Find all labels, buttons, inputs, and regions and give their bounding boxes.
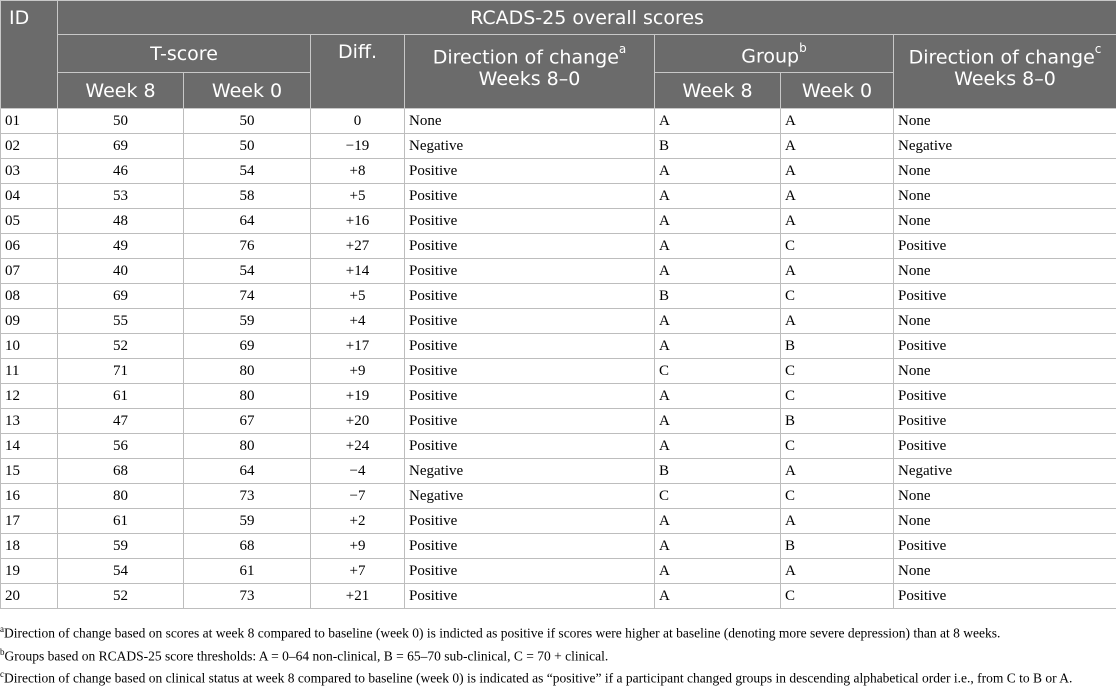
cell-tscore-week8: 54 (58, 559, 184, 584)
cell-direction-group: None (894, 559, 1116, 584)
cell-id: 19 (1, 559, 58, 584)
cell-tscore-week8: 61 (58, 384, 184, 409)
cell-id: 06 (1, 234, 58, 259)
cell-group-week8: A (655, 109, 781, 134)
cell-id: 03 (1, 159, 58, 184)
cell-direction-score: Negative (405, 484, 655, 509)
cell-tscore-week0: 64 (184, 209, 311, 234)
cell-tscore-week8: 52 (58, 584, 184, 609)
cell-id: 05 (1, 209, 58, 234)
cell-tscore-week8: 61 (58, 509, 184, 534)
cell-group-week8: A (655, 309, 781, 334)
table-row (1, 534, 1116, 559)
group-header (655, 35, 894, 73)
table-row (1, 209, 1116, 234)
cell-tscore-week0: 54 (184, 259, 311, 284)
cell-group-week0: A (781, 459, 894, 484)
cell-direction-group: Positive (894, 234, 1116, 259)
cell-direction-group: None (894, 509, 1116, 534)
footnotes (0, 620, 1114, 688)
cell-group-week8: A (655, 509, 781, 534)
cell-id: 07 (1, 259, 58, 284)
cell-group-week8: A (655, 209, 781, 234)
cell-diff: +2 (311, 509, 405, 534)
cell-group-week0: A (781, 209, 894, 234)
table-row (1, 184, 1116, 209)
cell-id: 12 (1, 384, 58, 409)
cell-tscore-week8: 53 (58, 184, 184, 209)
cell-group-week0: A (781, 559, 894, 584)
cell-diff: −19 (311, 134, 405, 159)
cell-direction-group: Positive (894, 584, 1116, 609)
cell-direction-score: Negative (405, 134, 655, 159)
cell-direction-score: Positive (405, 309, 655, 334)
table-row (1, 484, 1116, 509)
footnote-mark-b: b (799, 40, 807, 55)
cell-group-week8: C (655, 359, 781, 384)
cell-tscore-week8: 48 (58, 209, 184, 234)
cell-id: 13 (1, 409, 58, 434)
footnote-text: Groups based on RCADS-25 score thresholds: A = 0–64 non-clinical, B = 65–70 sub-clinical, C = 70 + clinical. (4, 648, 609, 663)
cell-tscore-week8: 69 (58, 284, 184, 309)
cell-direction-score: Positive (405, 434, 655, 459)
id-header: ID (1, 1, 58, 109)
footnote-text: Direction of change based on scores at week 8 compared to baseline (week 0) is indicted as positive if scores were higher at baseline (denoting more severe depression) than at 8 weeks. (4, 625, 1001, 641)
cell-group-week0: A (781, 509, 894, 534)
cell-tscore-week8: 56 (58, 434, 184, 459)
cell-group-week8: A (655, 334, 781, 359)
cell-tscore-week8: 80 (58, 484, 184, 509)
cell-group-week8: A (655, 559, 781, 584)
cell-id: 08 (1, 284, 58, 309)
cell-direction-score: Negative (405, 459, 655, 484)
footnote-b (0, 643, 1114, 666)
cell-direction-group: None (894, 259, 1116, 284)
cell-direction-group: Positive (894, 384, 1116, 409)
cell-diff: +14 (311, 259, 405, 284)
cell-direction-group: Positive (894, 534, 1116, 559)
cell-direction-score: Positive (405, 584, 655, 609)
footnote-text: Direction of change based on clinical status at week 8 compared to baseline (week 0) is indicated as “positive” if a participant changed groups in descending alphabetical order i.e., from C to B or A. (4, 670, 1073, 686)
diff-header: Diff. (311, 35, 405, 109)
cell-group-week8: A (655, 534, 781, 559)
table-row (1, 359, 1116, 384)
direction-header-c (894, 35, 1116, 109)
cell-group-week8: A (655, 434, 781, 459)
cell-tscore-week0: 50 (184, 134, 311, 159)
cell-id: 17 (1, 509, 58, 534)
cell-tscore-week8: 47 (58, 409, 184, 434)
table-title: RCADS-25 overall scores (58, 1, 1116, 35)
cell-tscore-week0: 73 (184, 584, 311, 609)
table-row (1, 309, 1116, 334)
cell-tscore-week0: 50 (184, 109, 311, 134)
cell-tscore-week8: 52 (58, 334, 184, 359)
cell-tscore-week0: 73 (184, 484, 311, 509)
table-header (1, 1, 1116, 109)
table-row (1, 259, 1116, 284)
cell-diff: −7 (311, 484, 405, 509)
cell-tscore-week0: 59 (184, 509, 311, 534)
cell-group-week8: C (655, 484, 781, 509)
cell-group-week0: B (781, 334, 894, 359)
tscore-week0-header: Week 0 (184, 73, 311, 109)
footnote-c (0, 665, 1114, 688)
tscore-week8-header: Week 8 (58, 73, 184, 109)
cell-group-week8: A (655, 409, 781, 434)
cell-group-week0: A (781, 309, 894, 334)
footnote-mark-a: a (618, 42, 627, 56)
cell-direction-group: None (894, 309, 1116, 334)
cell-group-week8: B (655, 134, 781, 159)
cell-diff: +16 (311, 209, 405, 234)
cell-direction-score: Positive (405, 259, 655, 284)
cell-diff: +4 (311, 309, 405, 334)
cell-group-week0: A (781, 184, 894, 209)
cell-diff: +9 (311, 359, 405, 384)
cell-id: 11 (1, 359, 58, 384)
cell-tscore-week0: 61 (184, 559, 311, 584)
direction-header-a (405, 35, 655, 109)
cell-tscore-week8: 40 (58, 259, 184, 284)
cell-diff: +24 (311, 434, 405, 459)
cell-diff: +20 (311, 409, 405, 434)
footnote-mark: a (0, 624, 4, 634)
table-row (1, 384, 1116, 409)
table-row (1, 409, 1116, 434)
cell-group-week0: B (781, 534, 894, 559)
cell-tscore-week0: 80 (184, 359, 311, 384)
cell-tscore-week8: 55 (58, 309, 184, 334)
table-row (1, 134, 1116, 159)
cell-group-week8: A (655, 584, 781, 609)
cell-group-week0: C (781, 434, 894, 459)
cell-id: 20 (1, 584, 58, 609)
cell-id: 09 (1, 309, 58, 334)
cell-direction-score: Positive (405, 409, 655, 434)
cell-group-week0: C (781, 284, 894, 309)
cell-tscore-week0: 54 (184, 159, 311, 184)
cell-group-week8: A (655, 234, 781, 259)
cell-id: 02 (1, 134, 58, 159)
cell-direction-group: None (894, 159, 1116, 184)
cell-direction-group: None (894, 109, 1116, 134)
cell-tscore-week0: 76 (184, 234, 311, 259)
cell-id: 01 (1, 109, 58, 134)
direction-header-a-sub: Weeks 8–0 (478, 68, 581, 91)
direction-header-c-label: Direction of change (908, 46, 1095, 69)
cell-id: 04 (1, 184, 58, 209)
cell-diff: +5 (311, 284, 405, 309)
footnote-a (0, 620, 1114, 643)
cell-tscore-week0: 80 (184, 384, 311, 409)
cell-group-week0: C (781, 484, 894, 509)
table-body (1, 109, 1116, 609)
cell-id: 18 (1, 534, 58, 559)
cell-group-week0: C (781, 359, 894, 384)
footnote-mark: b (0, 646, 5, 657)
table-row (1, 584, 1116, 609)
table-row (1, 459, 1116, 484)
cell-direction-score: None (405, 109, 655, 134)
cell-direction-group: None (894, 184, 1116, 209)
cell-tscore-week0: 80 (184, 434, 311, 459)
cell-group-week0: A (781, 259, 894, 284)
group-header-label: Group (741, 45, 800, 68)
footnote-mark: c (0, 669, 4, 679)
cell-tscore-week8: 71 (58, 359, 184, 384)
cell-group-week8: B (655, 459, 781, 484)
cell-direction-group: None (894, 359, 1116, 384)
cell-group-week0: C (781, 234, 894, 259)
table-row (1, 234, 1116, 259)
cell-diff: +19 (311, 384, 405, 409)
cell-direction-group: Positive (894, 409, 1116, 434)
cell-id: 14 (1, 434, 58, 459)
cell-group-week8: A (655, 259, 781, 284)
cell-id: 10 (1, 334, 58, 359)
table-row (1, 284, 1116, 309)
cell-tscore-week8: 69 (58, 134, 184, 159)
cell-direction-group: Negative (894, 459, 1116, 484)
cell-direction-group: Negative (894, 134, 1116, 159)
table-row (1, 559, 1116, 584)
tscore-header: T-score (58, 35, 311, 73)
cell-tscore-week0: 67 (184, 409, 311, 434)
cell-tscore-week0: 68 (184, 534, 311, 559)
footnote-mark-c: c (1094, 42, 1102, 56)
table-row (1, 509, 1116, 534)
cell-tscore-week8: 46 (58, 159, 184, 184)
cell-direction-score: Positive (405, 509, 655, 534)
cell-direction-group: None (894, 209, 1116, 234)
cell-group-week0: C (781, 384, 894, 409)
cell-group-week0: B (781, 409, 894, 434)
cell-direction-score: Positive (405, 559, 655, 584)
cell-diff: +9 (311, 534, 405, 559)
table-row (1, 109, 1116, 134)
table-row (1, 434, 1116, 459)
cell-direction-score: Positive (405, 384, 655, 409)
cell-direction-group: Positive (894, 284, 1116, 309)
cell-id: 16 (1, 484, 58, 509)
cell-group-week8: A (655, 184, 781, 209)
cell-group-week8: A (655, 159, 781, 184)
cell-diff: +8 (311, 159, 405, 184)
cell-diff: +17 (311, 334, 405, 359)
cell-direction-score: Positive (405, 184, 655, 209)
direction-header-a-label: Direction of change (432, 46, 619, 69)
group-week8-header: Week 8 (655, 73, 781, 109)
cell-group-week8: A (655, 384, 781, 409)
cell-group-week0: A (781, 134, 894, 159)
cell-tscore-week8: 68 (58, 459, 184, 484)
group-week0-header: Week 0 (781, 73, 894, 109)
table-row (1, 334, 1116, 359)
cell-tscore-week8: 59 (58, 534, 184, 559)
cell-direction-score: Positive (405, 284, 655, 309)
cell-direction-score: Positive (405, 359, 655, 384)
cell-diff: 0 (311, 109, 405, 134)
cell-direction-group: Positive (894, 434, 1116, 459)
cell-direction-score: Positive (405, 334, 655, 359)
cell-tscore-week0: 59 (184, 309, 311, 334)
cell-diff: +5 (311, 184, 405, 209)
cell-direction-group: Positive (894, 334, 1116, 359)
cell-group-week0: C (781, 584, 894, 609)
cell-diff: −4 (311, 459, 405, 484)
cell-group-week0: A (781, 109, 894, 134)
cell-direction-score: Positive (405, 534, 655, 559)
cell-direction-score: Positive (405, 234, 655, 259)
cell-direction-score: Positive (405, 209, 655, 234)
cell-tscore-week8: 49 (58, 234, 184, 259)
cell-direction-score: Positive (405, 159, 655, 184)
cell-tscore-week0: 69 (184, 334, 311, 359)
direction-header-c-sub: Weeks 8–0 (954, 68, 1056, 91)
table-row (1, 159, 1116, 184)
cell-tscore-week0: 64 (184, 459, 311, 484)
cell-tscore-week0: 74 (184, 284, 311, 309)
cell-id: 15 (1, 459, 58, 484)
cell-group-week8: B (655, 284, 781, 309)
cell-tscore-week0: 58 (184, 184, 311, 209)
cell-diff: +27 (311, 234, 405, 259)
cell-direction-group: None (894, 484, 1116, 509)
cell-group-week0: A (781, 159, 894, 184)
cell-tscore-week8: 50 (58, 109, 184, 134)
cell-diff: +21 (311, 584, 405, 609)
cell-diff: +7 (311, 559, 405, 584)
